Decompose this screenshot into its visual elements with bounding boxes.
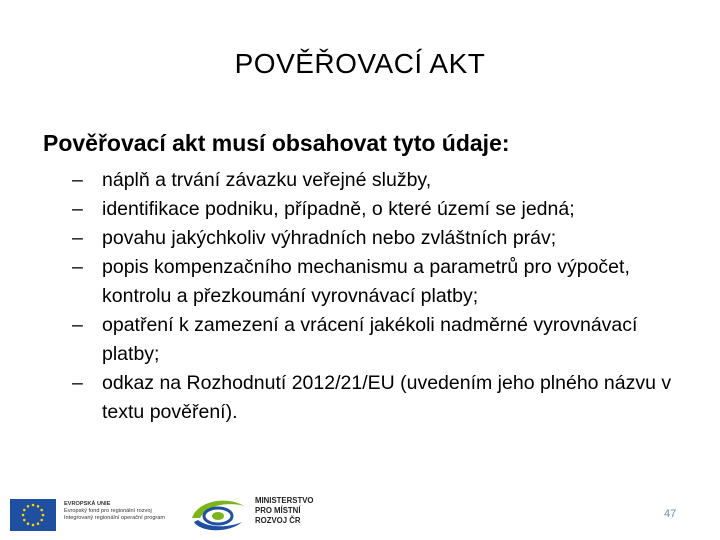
ministry-line: MINISTERSTVO <box>255 496 314 505</box>
eu-funding-text <box>64 501 179 522</box>
list-item: – odkaz na Rozhodnutí 2012/21/EU (uvedením jeho plného názvu v textu pověření). <box>72 369 672 427</box>
lead-text: Pověřovací akt musí obsahovat tyto údaje: <box>43 130 510 156</box>
ministry-line: ROZVOJ ČR <box>255 516 301 525</box>
list-item: – povahu jakýchkoliv výhradních nebo zvláštních práv; <box>72 224 672 253</box>
bullet-dash: – <box>72 256 83 278</box>
list-item: – identifikace podniku, případně, o které území se jedná; <box>72 195 672 224</box>
eu-line: Evropský fond pro regionální rozvoj <box>64 508 152 514</box>
eu-flag-icon <box>10 499 56 531</box>
eu-line: EVROPSKÁ UNIE <box>64 501 111 507</box>
bullet-dash: – <box>72 227 83 249</box>
ministry-line: PRO MÍSTNÍ <box>255 506 301 515</box>
bullet-dash: – <box>72 198 83 220</box>
bullet-list <box>72 166 672 427</box>
bullet-dash: – <box>72 372 83 394</box>
page-number: 47 <box>664 508 677 520</box>
slide-title: POVĚŘOVACÍ AKT <box>234 48 486 79</box>
list-item: – náplň a trvání závazku veřejné služby, <box>72 166 672 195</box>
list-item: – opatření k zamezení a vrácení jakékoli nadměrné vyrovnávací platby; <box>72 311 672 369</box>
ministry-text <box>255 496 313 526</box>
list-item: – popis kompenzačního mechanismu a parametrů pro výpočet, kontrolu a přezkoumání vyrovnávací platby; <box>72 253 672 311</box>
mmr-logo-icon <box>188 492 248 536</box>
bullet-dash: – <box>72 169 83 191</box>
eu-line: Integrovaný regionální operační program <box>64 515 166 521</box>
bullet-dash: – <box>72 314 83 336</box>
